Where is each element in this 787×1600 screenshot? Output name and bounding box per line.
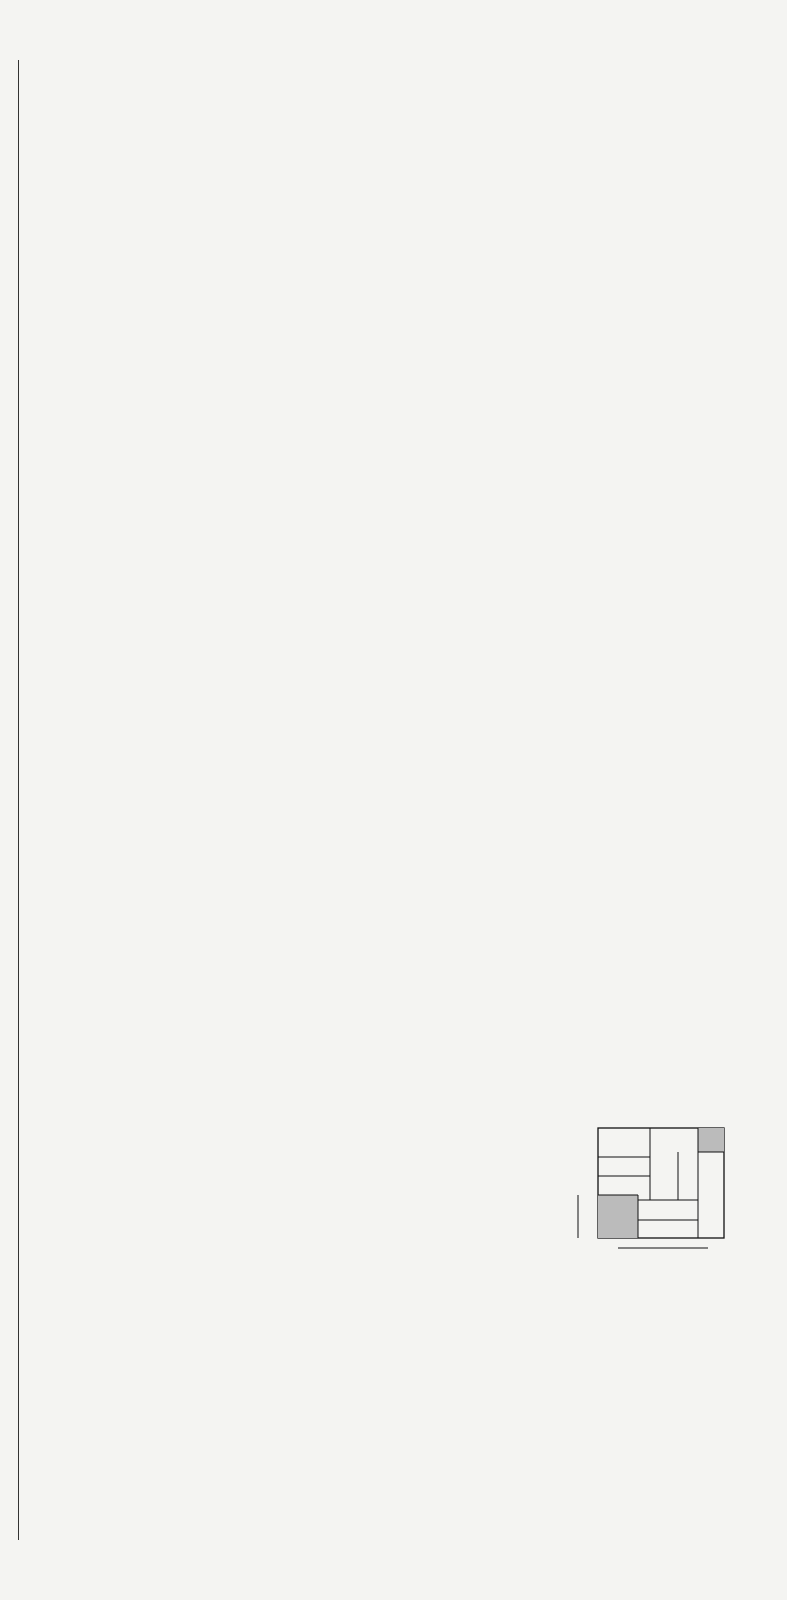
- answer-page: [58, 92, 728, 106]
- figure-9: [558, 1120, 728, 1272]
- rectangle-diagram: [558, 1120, 728, 1260]
- binding-line: [18, 60, 19, 1540]
- binding-margin: [0, 0, 26, 1600]
